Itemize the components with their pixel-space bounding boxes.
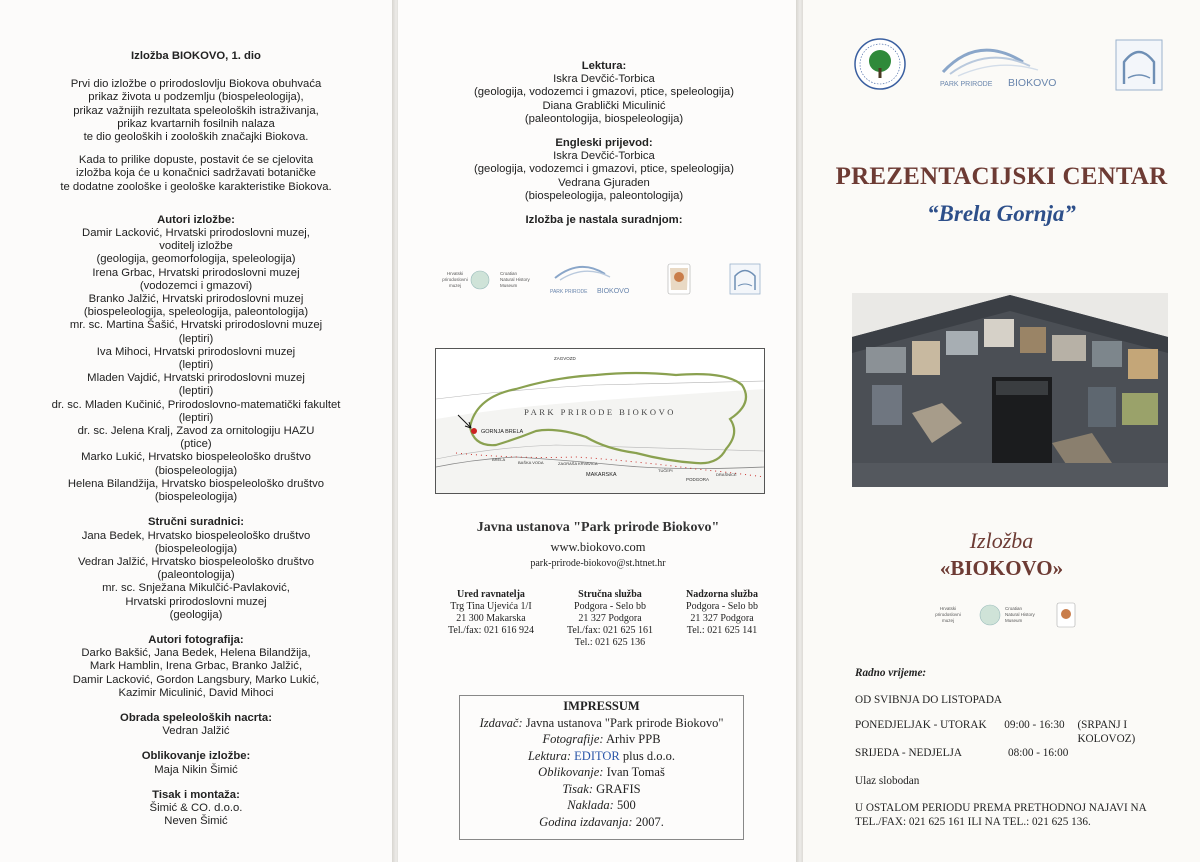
photographers-heading: Autori fotografija: [148,633,244,646]
collaborators-heading: Stručni suradnici: [147,516,245,529]
office-line: Podgora - Selo bb [574,601,646,612]
translation-line: (geologija, vodozemci i gmazovi, ptice, speleologija) [474,163,734,176]
author-line: Marko Lukić, Hrvatsko biospeleološko društvo [81,451,311,464]
seal-logo [668,264,690,294]
author-line: Irena Grbac, Hrvatski prirodoslovni muzej [92,266,300,279]
photographers-list [10,647,382,700]
park-logo-line2: BIOKOVO [597,288,630,295]
collaborator-line: mr. sc. Snježana Mikulčić-Pavlaković, [102,582,290,595]
impressum-publisher: Izdavač: Javna ustanova "Park prirode Biokovo" [479,715,724,730]
authors-list [10,227,382,504]
author-line: (ptice) [180,438,212,451]
office-line: Podgora - Selo bb [686,601,758,612]
office-title: Ured ravnatelja [457,589,525,600]
collaborator-line: (biospeleologija) [154,542,238,555]
lektura-list [410,73,798,126]
map-label-drasnice: DRAŠNICE [716,472,737,477]
print-line: Šimić & CO. d.o.o. [149,801,243,814]
collaborator-line: Vedran Jalžić, Hrvatsko biospeleološko društvo [77,555,315,568]
museum-logo-en-2: Natural History [500,277,530,282]
museum-logo-hr-1: Hrvatski [446,271,464,276]
office-line: 21 300 Makarska [456,613,526,624]
author-line: (geologija, geomorfologija, speleologija) [96,253,296,266]
hours-days: SRIJEDA - NEDJELJA [855,747,962,759]
author-line: mr. sc. Martina Šašić, Hrvatski prirodoslovni muzej [69,319,323,332]
intro-line: te dodatne zoološke i geološke karakteristike Biokova. [60,180,332,193]
office-line: 21 327 Podgora [578,613,642,624]
map-label-krvavica: ZAGRAŠA KRVAVICA [558,461,598,466]
intro-paragraph-2 [10,154,382,194]
office-title: Nadzorna služba [686,589,758,600]
park-logo [940,50,1056,89]
museum-logo-hr-2: prirodoslovni [935,612,961,617]
arch-logo [730,264,760,294]
lektura-line: (paleontologija, biospeleologija) [524,112,684,125]
other-period-line2: TEL./FAX: 021 625 161 ILI NA TEL.: 021 625 136. [855,816,1091,828]
lektura-line: Iskra Devčić-Torbica [553,73,655,86]
museum-logo-small [925,600,1085,630]
institution-website[interactable]: www.biokovo.com [550,540,646,554]
impressum-run: Naklada: 500 [567,798,636,812]
photographer-line: Mark Hamblin, Irena Grbac, Branko Jalžić, [89,660,303,673]
impressum-box [459,695,744,840]
proofreading-column [410,60,798,227]
museum-logo-en-1: Croatian [1005,606,1023,611]
museum-logo-en-3: Museum [1005,618,1023,623]
author-line: Branko Jalžić, Hrvatski prirodoslovni muzej [88,293,304,306]
museum-logo-en-1: Croatian [500,271,518,276]
print-line: Neven Šimić [164,815,228,828]
lektura-line: Diana Grablički Miculinić [542,99,666,112]
park-logo-line2: BIOKOVO [1008,77,1057,89]
lektura-line: (geologija, vodozemci i gmazovi, ptice, speleologija) [474,86,734,99]
institution-name: Javna ustanova "Park prirode Biokovo" [476,520,720,535]
translation-line: Vedrana Gjuraden [558,176,650,189]
institution-email[interactable]: park-prirode-biokovo@st.htnet.hr [530,558,666,569]
park-map [435,348,765,494]
translation-list [410,150,798,203]
office-title: Stručna služba [578,589,642,600]
other-period-line1: U OSTALOM PERIODU PREMA PRETHODNOJ NAJAVI NA [855,802,1147,814]
intro-paragraph [10,78,382,144]
author-line: (vodozemci i gmazovi) [139,279,253,292]
translation-heading: Engleski prijevod: [555,137,653,150]
author-line: (biospeleologija) [154,491,238,504]
translation-line: (biospeleologija, paleontologija) [524,189,684,202]
author-line: Mladen Vajdić, Hrvatski prirodoslovni muzej [87,372,305,385]
office-line: Tel./fax: 021 625 161 [567,625,653,636]
author-line: (leptiri) [178,411,214,424]
impressum-heading: IMPRESSUM [563,699,640,713]
hours-row [855,746,1185,760]
author-line: dr. sc. Mladen Kučinić, Prirodoslovno-matematički fakultet [51,398,341,411]
map-label-makarska: MAKARSKA [586,472,617,478]
institution-block [400,520,796,569]
impressum-year: Godina izdavanja: 2007. [539,814,664,829]
intro-line: prikaz kvartarnih fosilnih nalaza [117,117,275,130]
map-label-zagvozd: ZAGVOZD [554,356,576,361]
office-line: Trg Tina Ujevića 1/I [450,601,532,612]
page-subtitle: “Brela Gornja” [927,201,1076,226]
arch-logo [1116,40,1162,90]
museum-logo-hr-1: Hrvatski [939,606,957,611]
header-logos [848,34,1168,96]
print-heading: Tisak i montaža: [152,788,240,801]
office-line: 21 327 Podgora [690,613,754,624]
collaborator-line: Jana Bedek, Hrvatsko biospeleološko društvo [81,529,311,542]
impressum-proofreading: Lektura: EDITOR plus d.o.o. [527,748,675,763]
credits-column [10,50,382,828]
photographer-line: Darko Bakšić, Jana Bedek, Helena Bilandžija, [81,647,311,660]
museum-logo-hr-3: muzej [448,283,462,288]
map-label-gornja-brela: GORNJA BRELA [481,429,524,435]
author-line: (leptiri) [178,359,214,372]
partner-logos [425,260,785,300]
author-line: Helena Bilandžija, Hrvatsko biospeleološko društvo [67,477,325,490]
map-label-baska-voda: BAŠKA VODA [518,460,544,465]
photographer-line: Damir Lacković, Gordon Langsbury, Marko Lukić, [72,673,320,686]
exhibition-photo [852,293,1168,487]
collaborators-list [10,530,382,622]
author-line: (biospeleologija) [154,464,238,477]
print-list [10,802,382,828]
intro-line: Prvi dio izložbe o prirodoslovlju Biokova obuhvaća [70,78,322,91]
intro-line: izložba koja će u konačnici sadržavati botaničke [76,167,316,180]
museum-logo [442,271,530,289]
exhibition-heading: Izložba BIOKOVO, 1. dio [131,50,261,62]
hours-days: PONEDJELJAK - UTORAK [855,719,987,731]
impressum-design: Oblikovanje: Ivan Tomaš [538,765,665,779]
photographer-line: Kazimir Miculinić, David Mihoci [118,686,274,699]
office-line: Tel.: 021 625 141 [686,625,758,636]
author-line: dr. sc. Jelena Kralj, Zavod za ornitologiju HAZU [77,425,315,438]
author-line: Damir Lacković, Hrvatski prirodoslovni muzej, [82,227,310,240]
translation-line: Iskra Devčić-Torbica [553,150,655,163]
museum-logo-en-2: Natural History [1005,612,1035,617]
map-label-podgora: PODGORA [686,477,710,482]
lektura-heading: Lektura: [581,60,627,72]
author-line: (leptiri) [178,332,214,345]
collaborator-line: (geologija) [169,608,223,621]
map-label-brela: BRELA [492,457,506,462]
intro-line: te dio geoloških i zooloških značajki Biokova. [83,131,309,144]
park-logo-line1: PARK PRIRODE [940,81,993,88]
park-logo [550,267,630,295]
offices-block [448,589,758,649]
authors-heading: Autori izložbe: [157,213,235,226]
design-heading: Oblikovanje izložbe: [141,750,251,763]
office-expert [567,589,653,649]
tree-logo [855,39,905,89]
impressum-photos: Fotografije: Arhiv PPB [542,732,661,746]
hours-row [855,718,1185,746]
collaborator-line: Hrvatski prirodoslovni muzej [125,595,267,608]
hours-note: (SRPANJ I KOLOVOZ) [1077,719,1136,745]
office-director [448,589,534,649]
author-line: (biospeleologija, speleologija, paleontologija) [83,306,309,319]
author-line: Iva Mihoci, Hrvatski prirodoslovni muzej [96,345,296,358]
hours-time: 09:00 - 16:30 [1004,719,1065,731]
map-label-tucepi: TUČEPI [658,468,673,473]
museum-logo-hr-2: prirodoslovni [442,277,468,282]
drafts-heading: Obrada speleoloških nacrta: [120,711,272,724]
impressum-print: Tisak: GRAFIS [562,781,641,796]
author-line: voditelj izložbe [159,240,233,253]
opening-hours [855,666,1185,829]
exhibition-name: «BIOKOVO» [939,556,1064,580]
map-park-label: PARK PRIRODE BIOKOVO [524,407,676,417]
intro-line: prikaz života u podzemlju (biospeleologija), [88,91,304,104]
drafts-name: Vedran Jalžić [162,725,230,738]
hours-label: Radno vrijeme: [855,667,927,679]
office-supervision [686,589,758,649]
intro-line: prikaz važnijih rezultata speleoloških istraživanja, [73,104,319,117]
office-line: Tel.: 021 625 136 [574,637,646,648]
park-logo-line1: PARK PRIRODE [550,289,588,295]
entry-note: Ulaz slobodan [855,775,920,787]
page-title: PREZENTACIJSKI CENTAR [835,163,1168,190]
intro-line: Kada to prilike dopuste, postavit će se cjelovita [78,154,314,167]
cooperation-heading: Izložba je nastala suradnjom: [525,214,683,227]
office-line: Tel./fax: 021 616 924 [448,625,534,636]
author-line: (leptiri) [178,385,214,398]
museum-logo-en-3: Museum [500,283,518,288]
exhibition-label: Izložba [969,528,1034,553]
hours-season: OD SVIBNJA DO LISTOPADA [855,694,1003,706]
collaborator-line: (paleontologija) [157,569,235,582]
museum-logo-hr-3: muzej [941,618,955,623]
hours-time: 08:00 - 16:00 [1008,747,1069,759]
design-name: Maja Nikin Šimić [154,763,238,776]
